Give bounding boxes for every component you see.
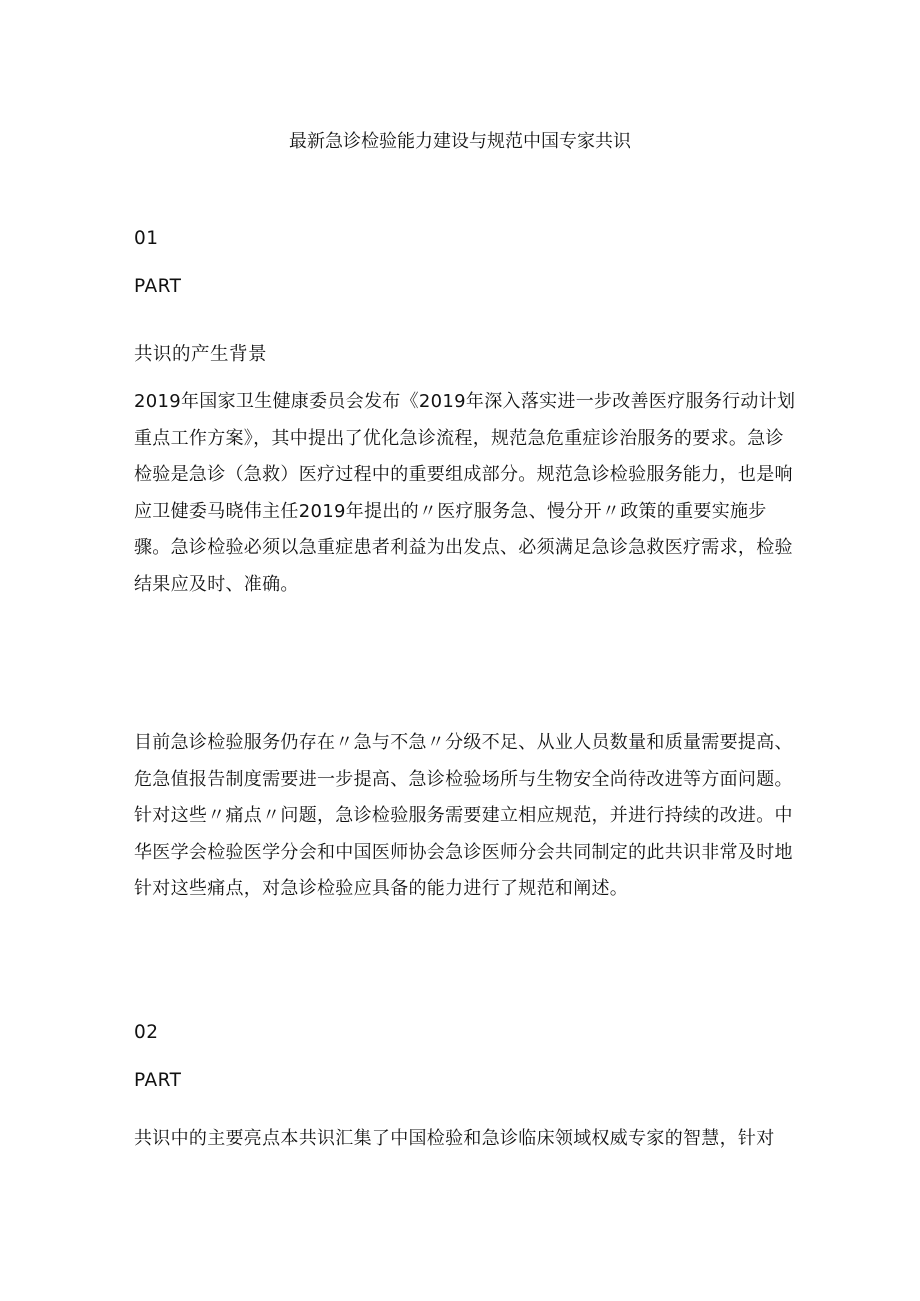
part1-paragraph-1 [134,384,799,603]
part2-paragraph-1-text: 共识中的主要亮点本共识汇集了中国检验和急诊临床领域权威专家的智慧，针对 [134,1128,775,1149]
document-title: 最新急诊检验能力建设与规范中国专家共识 [289,131,631,152]
part1-paragraph-1-text: 2019年国家卫生健康委员会发布《2019年深入落实进一步改善医疗服务行动计划重点工作方案》，其中提出了优化急诊流程，规范急危重症诊治服务的要求。急诊检验是急诊（急救）医疗过程中的重要组成部分。规范急诊检验服务能力，也是响应卫健委马晓伟主任2019年提出的〃医疗服务急、慢分开〃政策的重要实施步骤。急诊检验必须以急重症患者利益为出发点、必须满足急诊急救医疗需求，检验结果应及时、准确。 [134,391,796,595]
part1-heading: 共识的产生背景 [134,344,268,365]
part2-label: PART [134,1070,182,1091]
part2-paragraph-1 [134,1121,799,1158]
part1-paragraph-2-text: 目前急诊检验服务仍存在〃急与不急〃分级不足、从业人员数量和质量需要提高、危急值报告制度需要进一步提高、急诊检验场所与生物安全尚待改进等方面问题。针对这些〃痛点〃问题，急诊检验服务需要建立相应规范，并进行持续的改进。中华医学会检验医学分会和中国医师协会急诊医师分会共同制定的此共识非常及时地针对这些痛点，对急诊检验应具备的能力进行了规范和阐述。 [134,732,793,899]
part1-paragraph-2 [134,725,799,908]
part1-label: PART [134,276,182,297]
part1-number: 01 [134,228,159,249]
part2-number: 02 [134,1022,159,1043]
